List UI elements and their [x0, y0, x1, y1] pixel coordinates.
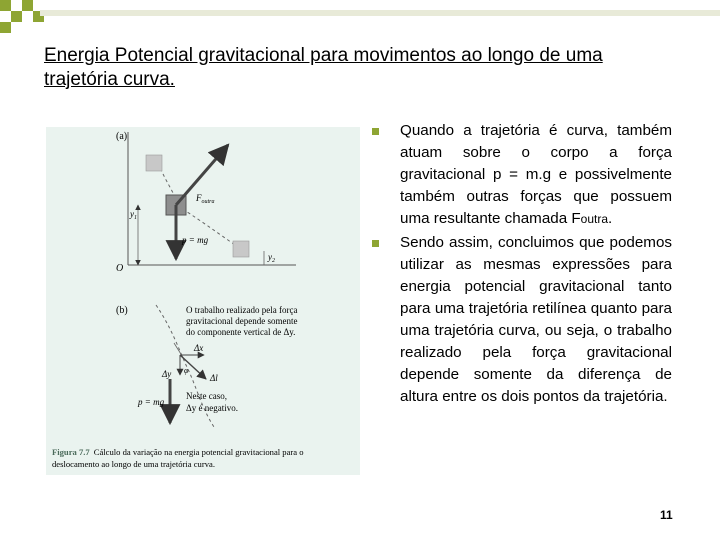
physics-figure	[46, 127, 360, 475]
block-end	[233, 241, 249, 257]
bullet-list	[372, 120, 672, 410]
note-c-line2: Δy é negativo.	[186, 403, 239, 413]
dl-label: Δl	[210, 373, 218, 383]
f-outra-label: $F_{outra}$	[196, 193, 215, 205]
note-b-line1: O trabalho realizado pela força	[186, 305, 298, 315]
dy-label: Δy	[162, 369, 172, 379]
y2-label: $y_2$	[268, 252, 275, 264]
top-divider	[40, 10, 720, 16]
bullet-text: Sendo assim, concluimos que podemos utilizar as mesmas expressões para energia potencial gravitacional tanto para uma trajetória retilínea quanto para uma trajetória curva, ou seja, o trabalho realizado pela força gravitacional depende somente da diferença de altura entre os dois pontos da trajetória.	[400, 234, 672, 405]
bullet-text: Quando a trajetória é curva, também atuam sobre o corpo a força gravitacional p = m.g e possivelmente também outras forças que possuem uma resultante chamada F	[400, 122, 672, 227]
pmg-label-b: p = mg	[138, 397, 165, 407]
label-a: (a)	[116, 131, 128, 142]
note-b-line2: gravitacional depende somente	[186, 316, 298, 326]
bullet-item	[372, 120, 672, 230]
pmg-label-a: p = mg	[182, 235, 209, 245]
figure-panel	[46, 127, 360, 475]
page-number: 11	[660, 508, 673, 522]
phi-label: φ	[184, 366, 189, 375]
dx-label: Δx	[194, 343, 204, 353]
bullet-text-end: .	[608, 210, 613, 227]
origin-label: O	[116, 263, 124, 274]
bullet-subscript: outra	[580, 212, 609, 226]
bullet-item	[372, 232, 672, 408]
block-start	[146, 155, 162, 171]
caption-line2: deslocamento ao longo de uma trajetória curva.	[52, 459, 215, 469]
note-b-line3: do componente vertical de Δy.	[186, 327, 296, 337]
caption-line1: Figura 7.7 Cálculo da variação na energia potencial gravitacional para o	[52, 447, 304, 457]
bullet-square-icon	[372, 128, 379, 135]
corner-decoration	[0, 0, 60, 40]
label-b: (b)	[116, 305, 128, 316]
note-c-line1: Neste caso,	[186, 391, 227, 401]
force-outra-arrow	[176, 145, 228, 205]
y1-label: $y_1$	[130, 209, 137, 221]
slide-title: Energia Potencial gravitacional para movimentos ao longo de uma trajetória curva.	[44, 45, 603, 90]
bullet-square-icon	[372, 240, 379, 247]
